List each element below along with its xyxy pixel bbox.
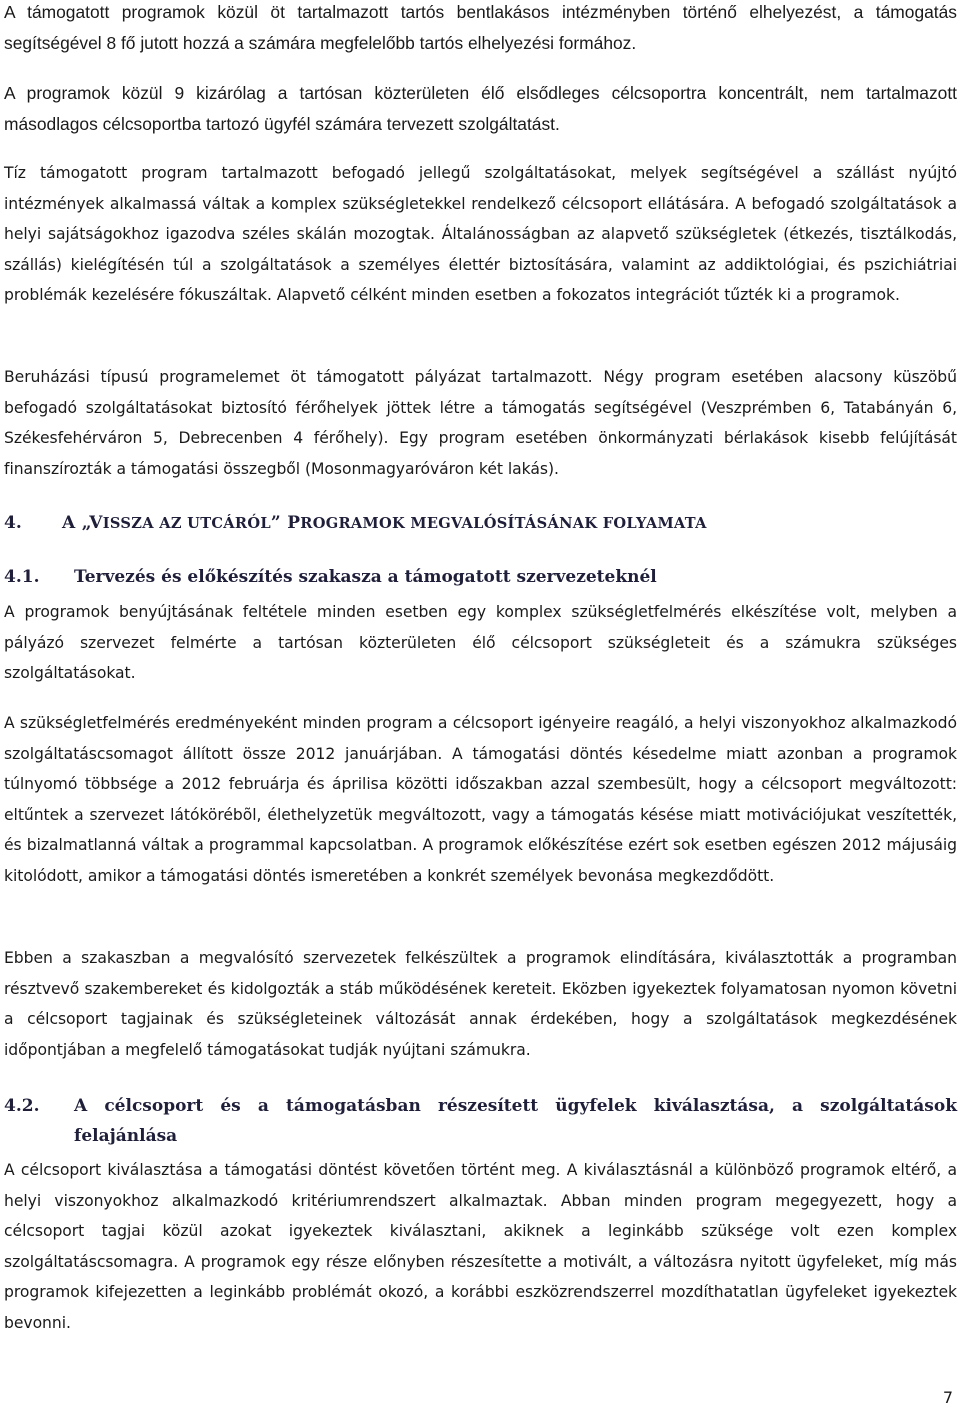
subsection-number: 4.1. bbox=[4, 567, 40, 587]
section-heading-4-2 bbox=[4, 1091, 957, 1151]
paragraph-primary-target-group: A programok közül 9 kizárólag a tartósan közterületen élő elsődleges célcsoportra koncentrált, nem tartalmazott másodlagos célcsoportba tartozó ügyfél számára tervezett szolgáltatást. bbox=[4, 83, 957, 134]
paragraph-service-package: A szükségletfelmérés eredményeként minden program a célcsoport igényeire reagáló, a helyi viszonyokhoz alkalmazkodó szolgáltatáscsomagot állított össze 2012 januárjában. A támogatási döntés késedelme miatt azonban a programok túlnyomó többsége a 2012 februárja és áprilisa közötti időszakban azzal szembesült, hogy a célcsoport megváltozott: eltűntek a szervezet látókörébõl, élethelyzetük megváltozott, vagy a támogatás késése miatt motivációjukat veszítették, és bizalmatlanná váltak a programmal kapcsolatban. A programok előkészítése ezért sok esetben egészen 2012 májusáig kitolódott, amikor a támogatási döntés ismeretében a konkrét személyek bevonása megkezdődött. bbox=[4, 714, 957, 885]
paragraph-needs-assessment: A programok benyújtásának feltétele minden esetben egy komplex szükségletfelmérés elkészítése volt, melyben a pályázó szervezet felmérte a tartósan közterületen élő célcsoport szükségleteit és a számukra szükséges szolgáltatásokat. bbox=[4, 603, 957, 682]
section-title: A „VISSZA AZ UTCÁRÓL” PROGRAMOK MEGVALÓSÍTÁSÁNAK FOLYAMATA bbox=[62, 513, 707, 533]
section-number: 4. bbox=[4, 513, 22, 533]
section-heading-4-1 bbox=[4, 562, 957, 592]
section-heading-4 bbox=[4, 508, 957, 539]
page-number: 7 bbox=[942, 1388, 953, 1407]
subsection-number: 4.2. bbox=[4, 1096, 40, 1116]
subsection-title: A célcsoport és a támogatásban részesített ügyfelek kiválasztása, a szolgáltatások felajánlása bbox=[74, 1096, 957, 1146]
paragraph-institutional-placement: A támogatott programok közül öt tartalmazott tartós bentlakásos intézményben történő elhelyezést, a támogatás segítségével 8 fő jutott hozzá a számára megfelelőbb tartós elhelyezési formához. bbox=[4, 2, 957, 53]
paragraph-preparation-phase: Ebben a szakaszban a megvalósító szervezetek felkészültek a programok elindítására, kiválasztották a programban résztvevő szakembereket és kidolgozták a stáb működésének kereteit. Eközben igyekeztek folyamatosan nyomon követni a célcsoport tagjainak és szükségleteinek változását annak érdekében, hogy a szolgáltatások megkezdésének időpontjában a megfelelő támogatásokat tudják nyújtani számukra. bbox=[4, 949, 957, 1059]
subsection-title: Tervezés és előkészítés szakasza a támogatott szervezeteknél bbox=[74, 567, 657, 587]
paragraph-investment-elements: Beruházási típusú programelemet öt támogatott pályázat tartalmazott. Négy program esetében alacsony küszöbű befogadó szolgáltatásokat biztosító férőhelyek jöttek létre a támogatás segítségével (Veszprémben 6, Tatabányán 6, Székesfehérváron 5, Debrecenben 4 férőhely). Egy program esetében önkormányzati bérlakások kisebb felújítását finanszírozták a támogatási összegből (Mosonmagyaróváron két lakás). bbox=[4, 368, 957, 478]
paragraph-target-selection: A célcsoport kiválasztása a támogatási döntést követően történt meg. A kiválasztásnál a különböző programok eltérő, a helyi viszonyokhoz alkalmazkodó kritériumrendszert alkalmaztak. Abban minden program megegyezett, hogy a célcsoport tagjai közül azokat igyekeztek kiválasztani, akiknek a leginkább szüksége volt ezen komplex szolgáltatáscsomagra. A programok egy része előnyben részesítette a motivált, a változásra nyitott ügyfeleket, míg más programok kifejezetten a leginkább problémát okozó, a korábbi eszközrendszerrel mozdíthatatlan ügyfeleket igyekeztek bevonni. bbox=[4, 1161, 957, 1332]
paragraph-reception-services: Tíz támogatott program tartalmazott befogadó jellegű szolgáltatásokat, melyek segítségével a szállást nyújtó intézmények alkalmassá váltak a komplex szükségletekkel rendelkező célcsoport ellátására. A befogadó szolgáltatások a helyi sajátságokhoz igazodva széles skálán mozogtak. Általánosságban az alapvető szükségletek (étkezés, tisztálkodás, szállás) kielégítésén túl a szolgáltatások a személyes élettér biztosítására, valamint az addiktológiai, és pszichiátriai problémák kezelésére fókuszáltak. Alapvető célként minden esetben a fokozatos integrációt tűzték ki a programok. bbox=[4, 164, 957, 304]
